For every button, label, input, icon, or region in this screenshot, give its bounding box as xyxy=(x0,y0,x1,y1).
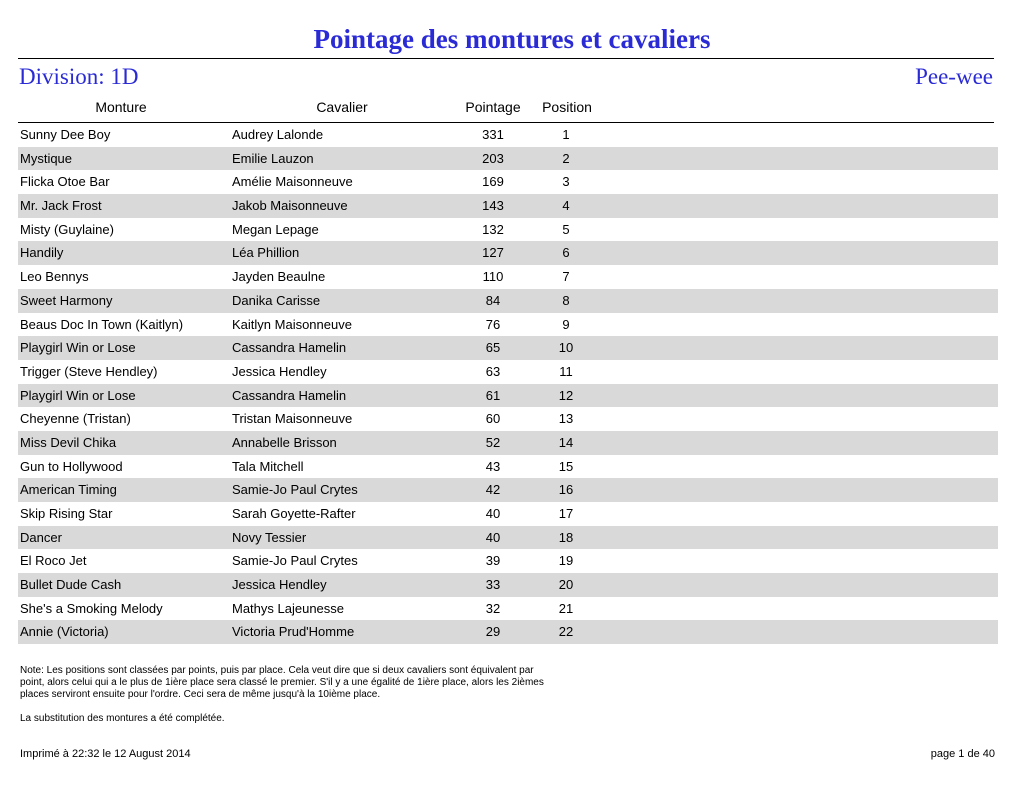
monture-cell: American Timing xyxy=(20,482,117,498)
pointage-cell: 40 xyxy=(485,529,501,545)
pointage-cell: 42 xyxy=(485,482,501,498)
cavalier-cell: Audrey Lalonde xyxy=(232,127,324,142)
position-cell: 21 xyxy=(558,600,574,616)
column-header-position: Position xyxy=(542,99,592,115)
pointage-cell: 84 xyxy=(485,292,501,308)
monture-cell: Misty (Guylaine) xyxy=(20,221,114,237)
note-line: point, alors celui qui a le plus de 1ière place sera classé le premier. S'il y a une égalité de 1ière place, alors les 2ièmes xyxy=(20,677,544,688)
cavalier-cell: Danika Carisse xyxy=(232,292,321,308)
table-row xyxy=(18,549,998,573)
cavalier-cell: Jakob Maisonneuve xyxy=(232,198,348,214)
position-cell: 4 xyxy=(562,198,570,214)
pointage-cell: 32 xyxy=(485,600,501,616)
monture-cell: Annie (Victoria) xyxy=(20,624,109,640)
table-row xyxy=(18,431,998,455)
column-header-cavalier: Cavalier xyxy=(316,99,368,115)
cavalier-cell: Annabelle Brisson xyxy=(232,434,337,450)
cavalier-cell: Cassandra Hamelin xyxy=(232,387,347,403)
cavalier-cell: Megan Lepage xyxy=(232,221,319,237)
cavalier-cell: Tala Mitchell xyxy=(232,458,304,474)
table-row xyxy=(18,336,998,360)
position-cell: 19 xyxy=(558,553,574,569)
monture-cell: Leo Bennys xyxy=(20,269,89,285)
position-cell: 8 xyxy=(562,292,570,308)
column-header-pointage: Pointage xyxy=(465,99,521,115)
pointage-cell: 127 xyxy=(482,245,504,261)
position-cell: 18 xyxy=(558,529,574,545)
monture-cell: El Roco Jet xyxy=(20,553,87,569)
table-row xyxy=(18,502,998,526)
page-number: page 1 de 40 xyxy=(930,748,995,760)
pointage-cell: 52 xyxy=(485,434,501,450)
monture-cell: She's a Smoking Melody xyxy=(20,600,163,616)
category-label: Pee-wee xyxy=(915,64,993,89)
position-cell: 6 xyxy=(562,245,570,261)
monture-cell: Dancer xyxy=(20,529,62,545)
pointage-cell: 143 xyxy=(482,198,504,214)
monture-cell: Playgirl Win or Lose xyxy=(20,387,136,403)
position-cell: 5 xyxy=(562,221,570,237)
title-divider xyxy=(18,58,994,59)
position-cell: 10 xyxy=(558,340,574,356)
note-line: places serviront ensuite pour l'ordre. Ceci sera de même jusqu'à la 10ième place. xyxy=(20,689,381,700)
position-cell: 15 xyxy=(558,458,574,474)
monture-cell: Gun to Hollywood xyxy=(20,458,123,474)
cavalier-cell: Jessica Hendley xyxy=(232,577,327,593)
cavalier-cell: Samie-Jo Paul Crytes xyxy=(232,482,358,498)
position-cell: 7 xyxy=(562,269,570,285)
monture-cell: Flicka Otoe Bar xyxy=(20,174,110,190)
monture-cell: Beaus Doc In Town (Kaitlyn) xyxy=(20,316,184,332)
print-timestamp: Imprimé à 22:32 le 12 August 2014 xyxy=(20,748,191,760)
table-row xyxy=(18,620,998,644)
pointage-cell: 43 xyxy=(485,458,501,474)
table-row xyxy=(18,265,998,289)
table-row xyxy=(18,455,998,479)
monture-cell: Miss Devil Chika xyxy=(20,434,117,450)
division-label: Division: 1D xyxy=(19,64,139,89)
position-cell: 11 xyxy=(559,363,573,379)
pointage-cell: 40 xyxy=(485,506,501,521)
monture-cell: Mr. Jack Frost xyxy=(20,198,102,214)
cavalier-cell: Victoria Prud'Homme xyxy=(232,624,355,640)
ranking-note xyxy=(20,665,580,701)
cavalier-cell: Amélie Maisonneuve xyxy=(232,174,353,190)
position-cell: 2 xyxy=(562,150,570,166)
table-row xyxy=(18,526,998,550)
monture-cell: Playgirl Win or Lose xyxy=(20,340,136,356)
cavalier-cell: Sarah Goyette-Rafter xyxy=(232,506,356,521)
note-line: Note: Les positions sont classées par points, puis par place. Cela veut dire que si deux cavaliers sont équivalent par xyxy=(20,665,534,676)
table-row xyxy=(18,289,998,313)
table-row xyxy=(18,123,998,147)
table-row xyxy=(18,573,998,597)
table-row xyxy=(18,597,998,621)
cavalier-cell: Emilie Lauzon xyxy=(232,150,314,166)
monture-cell: Handily xyxy=(20,245,64,261)
table-row xyxy=(18,407,998,431)
pointage-cell: 331 xyxy=(482,127,504,142)
monture-cell: Skip Rising Star xyxy=(20,506,113,521)
cavalier-cell: Tristan Maisonneuve xyxy=(232,411,353,427)
cavalier-cell: Samie-Jo Paul Crytes xyxy=(232,553,358,569)
position-cell: 14 xyxy=(558,434,574,450)
table-row xyxy=(18,360,998,384)
results-table xyxy=(18,123,998,644)
monture-cell: Sweet Harmony xyxy=(20,292,113,308)
table-row xyxy=(18,147,998,171)
cavalier-cell: Jessica Hendley xyxy=(232,363,327,379)
cavalier-cell: Novy Tessier xyxy=(232,529,307,545)
cavalier-cell: Kaitlyn Maisonneuve xyxy=(232,316,352,332)
monture-cell: Bullet Dude Cash xyxy=(20,577,122,593)
monture-cell: Mystique xyxy=(20,150,73,166)
cavalier-cell: Mathys Lajeunesse xyxy=(232,600,345,616)
cavalier-cell: Jayden Beaulne xyxy=(232,269,326,285)
table-row xyxy=(18,218,998,242)
page-title: Pointage des montures et cavaliers xyxy=(313,24,711,54)
substitution-note: La substitution des montures a été complétée. xyxy=(20,713,225,724)
table-row xyxy=(18,241,998,265)
pointage-cell: 33 xyxy=(485,577,501,593)
pointage-cell: 76 xyxy=(485,316,501,332)
table-row xyxy=(18,194,998,218)
table-row xyxy=(18,170,998,194)
cavalier-cell: Cassandra Hamelin xyxy=(232,340,347,356)
position-cell: 3 xyxy=(562,174,570,190)
pointage-cell: 132 xyxy=(482,221,504,237)
monture-cell: Trigger (Steve Hendley) xyxy=(20,363,158,379)
cavalier-cell: Léa Phillion xyxy=(232,245,300,261)
monture-cell: Cheyenne (Tristan) xyxy=(20,411,131,427)
pointage-cell: 61 xyxy=(485,387,501,403)
pointage-cell: 60 xyxy=(485,411,501,427)
position-cell: 22 xyxy=(558,624,574,640)
pointage-cell: 39 xyxy=(485,553,501,569)
pointage-cell: 203 xyxy=(482,150,504,166)
pointage-cell: 169 xyxy=(482,174,504,190)
position-cell: 16 xyxy=(558,482,574,498)
pointage-cell: 63 xyxy=(485,363,501,379)
position-cell: 9 xyxy=(562,316,570,332)
position-cell: 20 xyxy=(558,577,574,593)
monture-cell: Sunny Dee Boy xyxy=(20,127,111,142)
table-row xyxy=(18,313,998,337)
pointage-cell: 29 xyxy=(485,624,501,640)
position-cell: 17 xyxy=(558,506,574,521)
table-row xyxy=(18,384,998,408)
table-row xyxy=(18,478,998,502)
position-cell: 1 xyxy=(562,127,570,142)
position-cell: 12 xyxy=(558,387,574,403)
pointage-cell: 65 xyxy=(485,340,501,356)
column-header-monture: Monture xyxy=(95,99,147,115)
pointage-cell: 110 xyxy=(482,269,504,285)
position-cell: 13 xyxy=(558,411,574,427)
